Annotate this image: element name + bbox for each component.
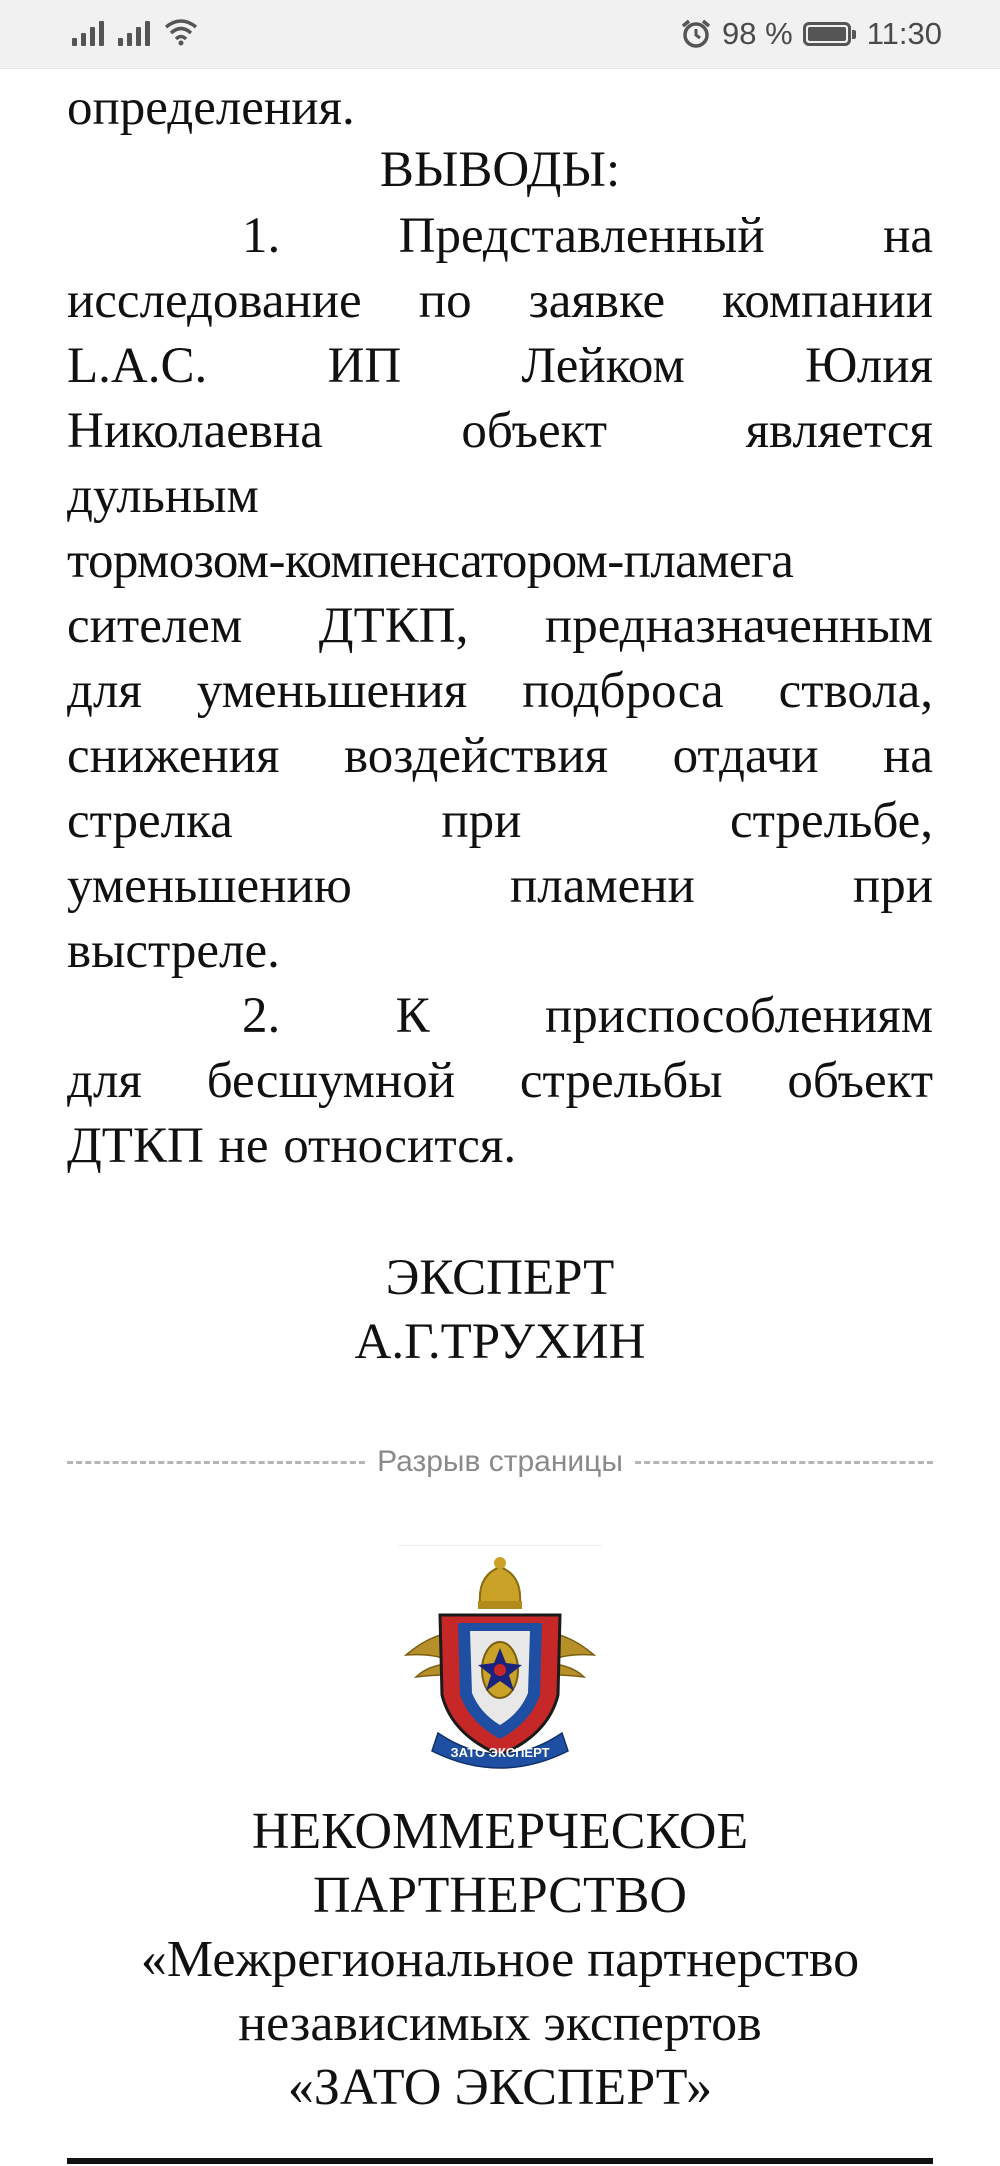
item1-line: Николаевна объект является <box>67 403 933 459</box>
item1-line: L.A.C. ИП Лейком Юлия <box>67 338 933 394</box>
item1-line: для уменьшения подброса ствола, <box>67 663 933 719</box>
item1-line: сителем ДТКП, предназначенным <box>67 598 933 654</box>
zato-expert-emblem <box>398 1545 602 1775</box>
status-right <box>680 14 942 54</box>
document-page <box>67 78 933 138</box>
signal-2-icon <box>118 18 150 46</box>
item1-line: исследование по заявке компании <box>67 273 933 329</box>
page-break-divider <box>67 1442 933 1482</box>
top-fragment: определения. <box>67 80 355 136</box>
item1-line: уменьшению пламени при <box>67 858 933 914</box>
status-bar <box>0 0 1000 69</box>
signal-group <box>72 18 198 46</box>
alarm-icon <box>680 18 712 50</box>
item2-line: ДТКП не относится. <box>67 1118 517 1174</box>
conclusion-item-2 <box>67 984 933 1179</box>
item1-line: дульным <box>67 468 259 524</box>
org-line: «Межрегиональное партнерство <box>140 1931 860 1988</box>
item2-line: для бесшумной стрельбы объект <box>67 1053 933 1109</box>
item1-line: стрелка при стрельбе, <box>67 793 933 849</box>
emblem-ribbon-text: ЗАТО ЭКСПЕРТ <box>450 1745 550 1760</box>
conclusions-heading: ВЫВОДЫ: <box>379 142 621 198</box>
item1-line: тормозом-компенсатором-пламега <box>67 533 794 589</box>
divider-dash-right <box>635 1461 933 1464</box>
conclusion-item-1 <box>67 204 933 984</box>
item2-line: 2. К приспособлениям <box>242 988 933 1044</box>
item1-line: выстреле. <box>67 923 280 979</box>
signal-1-icon <box>72 18 104 46</box>
org-line: независимых экспертов <box>238 1995 762 2052</box>
org-line: ПАРТНЕРСТВО <box>313 1867 687 1924</box>
clock: 11:30 <box>866 16 942 51</box>
item1-line: 1. Представленный на <box>242 208 933 264</box>
wifi-icon <box>164 18 198 46</box>
battery-percent: 98 % <box>722 16 793 51</box>
org-line: «ЗАТО ЭКСПЕРТ» <box>287 2059 713 2116</box>
expert-title: ЭКСПЕРТ <box>385 1250 615 1306</box>
page-break-label: Разрыв страницы <box>377 1445 623 1478</box>
battery-icon <box>803 22 851 46</box>
expert-name: А.Г.ТРУХИН <box>354 1314 646 1370</box>
bottom-rule <box>67 2158 933 2164</box>
item1-line: снижения воздействия отдачи на <box>67 728 933 784</box>
org-line: НЕКОММЕРЧЕСКОЕ <box>251 1803 749 1860</box>
divider-dash-left <box>67 1461 365 1464</box>
